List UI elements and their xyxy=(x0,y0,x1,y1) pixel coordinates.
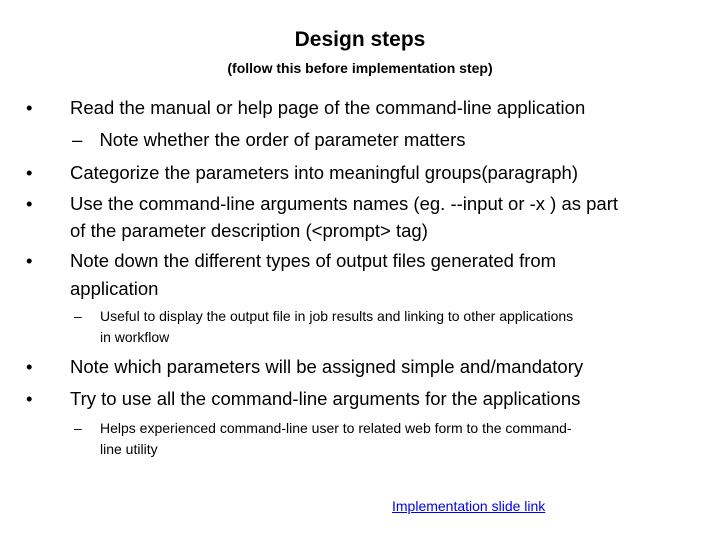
sub-bullet-text: Note whether the order of parameter matters xyxy=(99,129,466,150)
bullet-text: Note down the different types of output files generated from xyxy=(70,250,557,271)
bullet-dot: • xyxy=(26,193,33,214)
bullet-dot: • xyxy=(26,356,33,377)
sub-bullet-dash: – xyxy=(74,420,82,436)
bullet-dot: • xyxy=(26,97,33,118)
sub-bullet-dash: – xyxy=(72,129,83,150)
implementation-slide-link[interactable]: Implementation slide link xyxy=(392,498,546,514)
bullet-dot: • xyxy=(26,388,33,409)
slide-subtitle: (follow this before implementation step) xyxy=(227,60,493,76)
bullet-text-continued: application xyxy=(70,278,159,299)
sub-bullet-text-continued: line utility xyxy=(100,441,158,457)
bullet-dot: • xyxy=(26,250,33,271)
sub-bullet-dash: – xyxy=(74,308,82,324)
bullet-text: Read the manual or help page of the command-line application xyxy=(70,97,586,118)
bullet-text-continued: of the parameter description (<prompt> tag) xyxy=(70,220,428,241)
sub-bullet-text: Helps experienced command-line user to related web form to the command- xyxy=(100,420,572,436)
sub-bullet-item xyxy=(72,124,466,156)
sub-bullet-text-continued: in workflow xyxy=(100,329,170,345)
bullet-text: Try to use all the command-line arguments for the applications xyxy=(70,388,581,409)
bullet-text: Use the command-line arguments names (eg. --input or -x ) as part xyxy=(70,193,619,214)
slide-title: Design steps xyxy=(294,28,426,51)
bullet-text: Note which parameters will be assigned simple and/mandatory xyxy=(70,356,584,377)
bullet-dot: • xyxy=(26,162,33,183)
sub-bullet-text: Useful to display the output file in job results and linking to other applications xyxy=(100,308,574,324)
bullet-text: Categorize the parameters into meaningful groups(paragraph) xyxy=(70,162,579,183)
